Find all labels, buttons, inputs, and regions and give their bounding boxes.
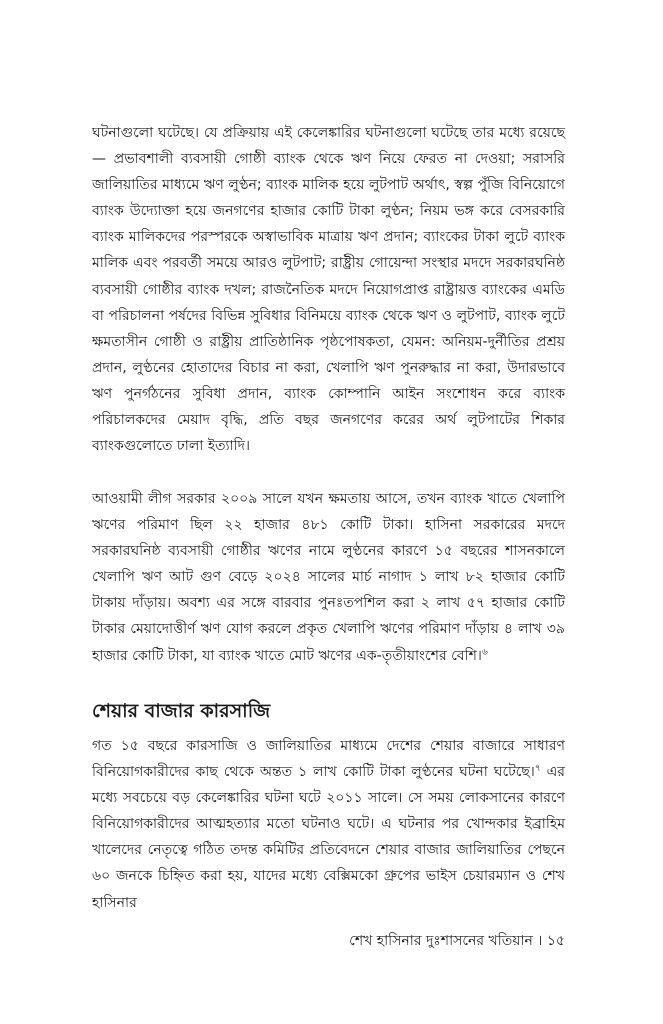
body-paragraph-share-market	[92, 733, 565, 916]
page-number: ১৫	[546, 933, 565, 949]
running-footer	[349, 929, 565, 953]
footnote-ref-6: ৬	[481, 646, 488, 657]
body-paragraph-default-loans	[92, 486, 565, 669]
paragraph-text-part-1: গত ১৫ বছরে কারসাজি ও জালিয়াতির মাধ্যমে দেশের শেয়ার বাজারে সাধারণ বিনিয়োগকারীদের কাছ থেকে অন্তত ১ লাখ কোটি টাকা লুণ্ঠনের ঘটনা ঘটেছে।	[92, 738, 565, 781]
footer-separator: ।	[537, 933, 543, 949]
body-paragraph-bank-scams: ঘটনাগুলো ঘটেছে। যে প্রক্রিয়ায় এই কেলেঙ্কারির ঘটনাগুলো ঘটেছে তার মধ্যে রয়েছে— প্রভাবশালী ব্যবসায়ী গোষ্ঠী ব্যাংক থেকে ঋণ নিয়ে ফেরত না দেওয়া; সরাসরি জালিয়াতির মাধ্যমে ঋণ লুণ্ঠন; ব্যাংক মালিক হয়ে লুটপাট অর্থাৎ, স্বল্প পুঁজি বিনিয়োগে ব্যাংক উদ্যোক্তা হয়ে জনগণের হাজার কোটি টাকা লুণ্ঠন; নিয়ম ভঙ্গ করে বেসরকারি ব্যাংক মালিকদের পরস্পরকে অস্বাভাবিক মাত্রায় ঋণ প্রদান; ব্যাংকের টাকা লুটে ব্যাংক মালিক এবং পরবর্তী সময়ে আরও লুটপাট; রাষ্ট্রীয় গোয়েন্দা সংস্থার মদদে সরকারঘনিষ্ঠ ব্যবসায়ী গোষ্ঠীর ব্যাংক দখল; রাজনৈতিক মদদে নিয়োগপ্রাপ্ত রাষ্ট্রায়ত্ত ব্যাংকের এমডি বা পরিচালনা পর্ষদের বিভিন্ন সুবিধার বিনিময়ে ব্যাংক থেকে ঋণ ও লুটপাট, ব্যাংক লুটে ক্ষমতাসীন গোষ্ঠী ও রাষ্ট্রীয় প্রাতিষ্ঠানিক পৃষ্ঠপোষকতা, যেমন: অনিয়ম-দুর্নীতির প্রশ্রয় প্রদান, লুণ্ঠনের হোতাদের বিচার না করা, খেলাপি ঋণ পুনরুদ্ধার না করা, উদারভাবে ঋণ পুনর্গঠনের সুবিধা প্রদান, ব্যাংক কোম্পানি আইন সংশোধন করে ব্যাংক পরিচালকদের মেয়াদ বৃদ্ধি, প্রতি বছর জনগণের করের অর্থ লুটপাটের শিকার ব্যাংকগুলোতে ঢালা ইত্যাদি।	[92, 125, 565, 455]
paragraph-text: আওয়ামী লীগ সরকার ২০০৯ সালে যখন ক্ষমতায় আসে, তখন ব্যাংক খাতে খেলাপি ঋণের পরিমাণ ছিল ২২ হাজার ৪৮১ কোটি টাকা। হাসিনা সরকারের মদদে সরকারঘনিষ্ঠ ব্যবসায়ী গোষ্ঠীর ঋণের নামে লুণ্ঠনের কারণে ১৫ বছরের শাসনকালে খেলাপি ঋণ আট গুণ বেড়ে ২০২৪ সালের মার্চ নাগাদ ১ লাখ ৮২ হাজার কোটি টাকায় দাঁড়ায়। অবশ্য এর সঙ্গে বারবার পুনঃতপশিল করা ২ লাখ ৫৭ হাজার কোটি টাকার মেয়াদোত্তীর্ণ ঋণ যোগ করলে প্রকৃত খেলাপি ঋণের পরিমাণ দাঁড়ায় ৪ লাখ ৩৯ হাজার কোটি টাকা, যা ব্যাংক খাতে মোট ঋণের এক-তৃতীয়াংশের বেশি।	[92, 491, 565, 664]
footnote-ref-7: ৭	[534, 763, 541, 774]
section-heading: শেয়ার বাজার কারসাজি	[92, 700, 271, 722]
running-title: শেখ হাসিনার দুঃশাসনের খতিয়ান	[349, 933, 533, 949]
paragraph-text-part-2: এর মধ্যে সবচেয়ে বড় কেলেঙ্কারির ঘটনা ঘটে ২০১১ সালে। সে সময় লোকসানের কারণে বিনিয়োগকারীদের আত্মহত্যার মতো ঘটনাও ঘটে। এ ঘটনার পর খোন্দকার ইব্রাহিম খালেদের নেতৃত্বে গঠিত তদন্ত কমিটির প্রতিবেদনে শেয়ার বাজার জালিয়াতির পেছনে ৬০ জনকে চিহ্নিত করা হয়, যাদের মধ্যে বেক্সিমকো গ্রুপের ভাইস চেয়ারম্যান ও শেখ হাসিনার	[92, 764, 565, 911]
